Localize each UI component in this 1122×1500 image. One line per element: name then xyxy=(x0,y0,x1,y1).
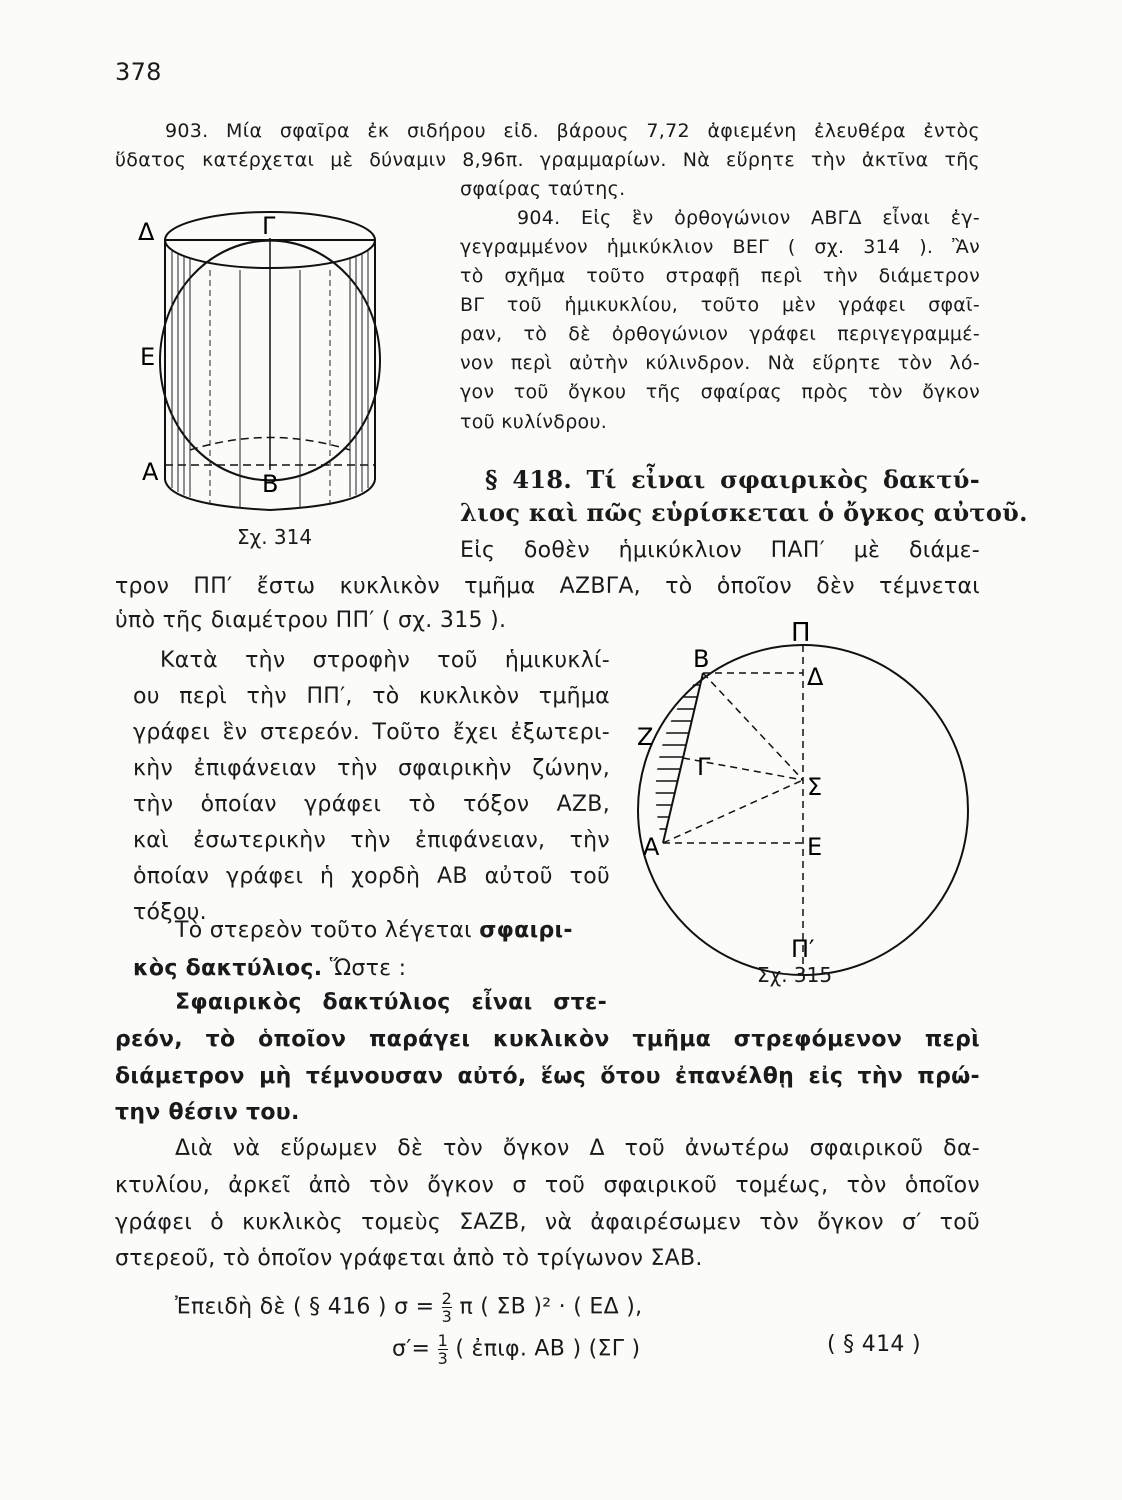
fig315-label-pi: Π xyxy=(791,618,811,648)
exercise-903-line: ὕδατος κατέρχεται μὲ δύναμιν 8,96π. γραμμαρίων. Νὰ εὕρητε τὴν ἀκτῖνα τῆς xyxy=(115,149,980,171)
page-number: 378 xyxy=(115,58,162,86)
denominator: 3 xyxy=(441,1307,453,1326)
fig315-label-beta: Β xyxy=(693,645,710,673)
numerator: 1 xyxy=(437,1331,449,1350)
formula-1-post: π ( ΣΒ )² · ( ΕΔ ), xyxy=(459,1294,643,1320)
figure-315-caption: Σχ. 315 xyxy=(757,963,833,987)
called-term: κὸς δακτύλιος. xyxy=(133,956,323,981)
called-line xyxy=(175,918,573,943)
figure-314-cylinder xyxy=(130,210,420,530)
section-heading-line: § 418. Τί εἶναι σφαιρικὸς δακτύ- xyxy=(485,465,980,494)
rotation-line: τὴν ὁποίαν γράφει τὸ τόξον ΑΖΒ, xyxy=(133,792,610,817)
fig315-label-pi-prime: Π′ xyxy=(791,935,815,963)
fig314-label-gamma: Γ xyxy=(262,212,276,240)
exercise-904-line: τοῦ κυλίνδρου. xyxy=(460,411,608,433)
exercise-904-line: νον περὶ αὐτὴν κύλινδρον. Νὰ εὕρητε τὸν λό- xyxy=(460,352,980,374)
called-term: σφαιρι- xyxy=(479,918,573,943)
called-line xyxy=(133,956,406,981)
volume-line: κτυλίου, ἀρκεῖ ἀπὸ τὸν ὄγκον σ τοῦ σφαιρικοῦ τομέως, τὸν ὁποῖον xyxy=(115,1173,980,1198)
figure-314-caption: Σχ. 314 xyxy=(237,525,313,549)
rotation-line: ου περὶ τὴν ΠΠ′, τὸ κυκλικὸν τμῆμα xyxy=(133,684,610,709)
volume-line: στερεοῦ, τὸ ὁποῖον γράφεται ἀπὸ τὸ τρίγωνον ΣΑΒ. xyxy=(115,1246,703,1271)
volume-line: Διὰ νὰ εὕρωμεν δὲ τὸν ὄγκον Δ τοῦ ἀνωτέρω σφαιρικοῦ δα- xyxy=(175,1136,980,1161)
rotation-line: γράφει ἓν στερεόν. Τοῦτο ἔχει ἐξωτερι- xyxy=(133,720,610,745)
definition-line: Σφαιρικὸς δακτύλιος εἶναι στε- xyxy=(175,990,607,1015)
intro-line: τρον ΠΠ′ ἔστω κυκλικὸν τμῆμα ΑΖΒΓΑ, τὸ ὁποῖον δὲν τέμνεται xyxy=(115,574,980,599)
formula-2 xyxy=(392,1332,640,1367)
fig314-label-alpha: Α xyxy=(142,458,159,486)
volume-line: γράφει ὁ κυκλικὸς τομεὺς ΣΑΖΒ, νὰ ἀφαιρέσωμεν τὸν ὄγκον σ′ τοῦ xyxy=(115,1210,980,1235)
fig315-label-epsilon: Ε xyxy=(807,833,823,861)
fig314-label-beta: Β xyxy=(262,470,279,498)
exercise-904-line: τὸ σχῆμα τοῦτο στραφῇ περὶ τὴν διάμετρον xyxy=(460,265,980,287)
fraction xyxy=(442,1290,452,1325)
formula-2-post: ( ἐπιφ. ΑΒ ) (ΣΓ ) xyxy=(455,1336,641,1362)
called-post: Ὥστε : xyxy=(329,956,407,981)
formula-1-pre: Ἐπειδὴ δὲ ( § 416 ) σ = xyxy=(175,1294,435,1320)
definition-line: διάμετρον μὴ τέμνουσαν αὐτό, ἕως ὅτου ἐπανέλθῃ εἰς τὴν πρώ- xyxy=(115,1064,980,1089)
fig315-label-alpha: Α xyxy=(643,833,660,861)
exercise-903-line: σφαίρας ταύτης. xyxy=(460,178,626,200)
denominator: 3 xyxy=(437,1349,449,1368)
fig314-label-epsilon: Ε xyxy=(140,343,156,371)
exercise-904-line: γον τοῦ ὄγκου τῆς σφαίρας πρὸς τὸν ὄγκον xyxy=(460,381,980,403)
exercise-904-line: 904. Εἰς ἓν ὀρθογώνιον ΑΒΓΔ εἶναι ἐγ- xyxy=(517,207,980,229)
figure-315-circle xyxy=(625,615,1005,995)
fraction xyxy=(438,1332,448,1367)
fig314-label-delta: Δ xyxy=(138,218,155,246)
intro-line: ὑπὸ τῆς διαμέτρου ΠΠ′ ( σχ. 315 ). xyxy=(115,608,507,633)
formula-1 xyxy=(175,1290,642,1325)
fig315-label-zeta: Ζ xyxy=(637,723,654,751)
section-heading-line: λιος καὶ πῶς εὑρίσκεται ὁ ὄγκος αὐτοῦ. xyxy=(460,498,1028,527)
definition-line: ρεόν, τὸ ὁποῖον παράγει κυκλικὸν τμῆμα στρεφόμενον περὶ xyxy=(115,1027,980,1052)
fig315-label-delta: Δ xyxy=(807,663,824,691)
fig315-label-sigma: Σ xyxy=(807,773,823,801)
rotation-line: κὴν ἐπιφάνειαν τὴν σφαιρικὴν ζώνην, xyxy=(133,756,610,781)
rotation-line: καὶ ἐσωτερικὴν τὴν ἐπιφάνειαν, τὴν xyxy=(133,828,610,853)
exercise-903-line: 903. Μία σφαῖρα ἐκ σιδήρου εἰδ. βάρους 7,72 ἀφιεμένη ἐλευθέρα ἐντὸς xyxy=(165,120,980,142)
fig315-label-gamma: Γ xyxy=(697,753,711,781)
rotation-line: ὁποίαν γράφει ἡ χορδὴ ΑΒ αὐτοῦ τοῦ xyxy=(133,864,610,889)
formula-2-reference: ( § 414 ) xyxy=(827,1332,921,1357)
called-pre: Τὸ στερεὸν τοῦτο λέγεται xyxy=(175,918,472,943)
definition-line: την θέσιν του. xyxy=(115,1100,300,1125)
formula-2-pre: σ′= xyxy=(392,1336,431,1362)
exercise-904-line: γεγραμμένον ἡμικύκλιον ΒΕΓ ( σχ. 314 ). Ἂν xyxy=(460,236,980,258)
rotation-line: τόξου. xyxy=(133,900,207,925)
exercise-904-line: ραν, τὸ δὲ ὀρθογώνιον γράφει περιγεγραμμέ- xyxy=(460,323,980,345)
intro-line: Εἰς δοθὲν ἡμικύκλιον ΠΑΠ′ μὲ διάμε- xyxy=(460,538,980,563)
numerator: 2 xyxy=(441,1289,453,1308)
exercise-904-line: ΒΓ τοῦ ἡμικυκλίου, τοῦτο μὲν γράφει σφαῖ- xyxy=(460,294,980,316)
rotation-line: Κατὰ τὴν στροφὴν τοῦ ἡμικυκλί- xyxy=(160,648,610,673)
